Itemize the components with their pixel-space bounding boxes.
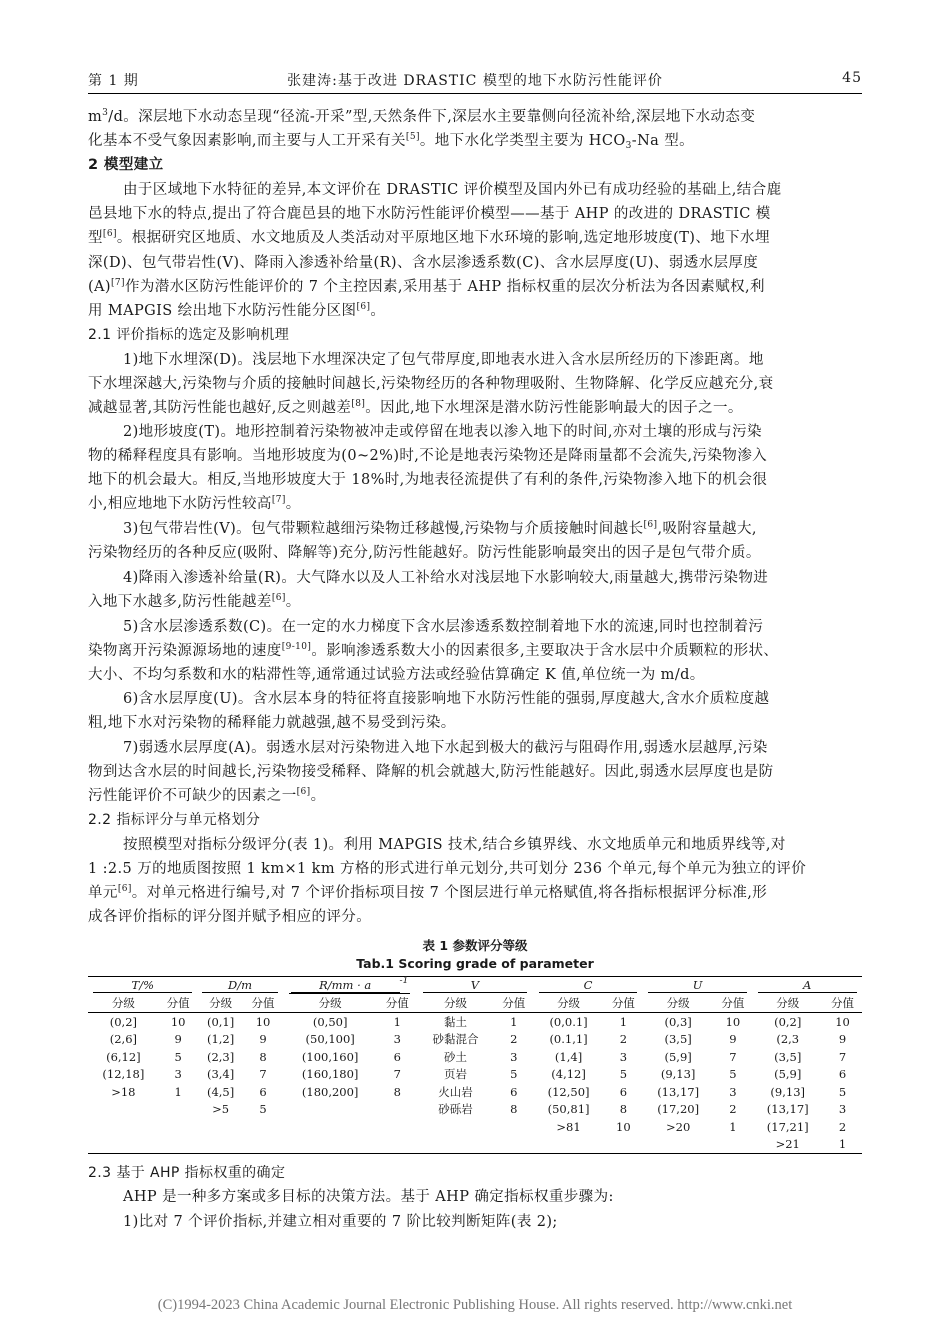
table-row (88, 1031, 862, 1049)
score-cell: 9 (729, 1032, 737, 1047)
paragraph-line: 小,相应地地下水防污性较高[7]。 (88, 495, 301, 512)
paragraph-line: 入地下水越多,防污性能越差[6]。 (88, 593, 301, 610)
paragraph-line: 按照模型对指标分级评分(表 1)。利用 MAPGIS 技术,结合乡镇界线、水文地质单元和地质界线等,对 (123, 837, 786, 853)
score-cell: 3 (510, 1049, 518, 1064)
score-cell (378, 1101, 417, 1119)
score-cell: 2 (510, 1032, 518, 1047)
score-cell: 9 (259, 1032, 267, 1047)
grade-cell: (50,100] (305, 1032, 355, 1047)
grade-cell: 砂黏混合 (432, 1032, 479, 1047)
score-header: 分值 (494, 995, 533, 1013)
running-header (88, 70, 862, 92)
score-cell (604, 1136, 643, 1154)
score-cell: 6 (393, 1049, 401, 1064)
score-cell: 2 (619, 1032, 628, 1047)
score-header: 分值 (604, 995, 643, 1013)
grade-cell: (1,2] (206, 1032, 235, 1047)
table-row (88, 1013, 862, 1031)
grade-header: 分级 (198, 995, 244, 1013)
grade-cell: (0,0.1] (549, 1014, 588, 1029)
score-header: 分值 (823, 995, 862, 1013)
score-cell (494, 1136, 533, 1154)
scoring-table (88, 976, 862, 1154)
score-cell (494, 1118, 533, 1136)
section-heading-2-3: 2.3 基于 AHP 指标权重的确定 (88, 1165, 286, 1181)
paragraph-line: 6)含水层厚度(U)。含水层本身的特征将直接影响地下水防污性能的强弱,厚度越大,含水介质粒度越 (123, 691, 770, 707)
copyright-footer: (C)1994-2023 China Academic Journal Electronic Publishing House. All rights reserved. http://www.cnki.net (157, 1297, 793, 1313)
grade-cell: (13,17] (766, 1102, 809, 1117)
table-row (88, 1101, 862, 1119)
col-group-a: A (752, 977, 862, 995)
score-cell: 1 (510, 1014, 518, 1029)
grade-cell (198, 1118, 244, 1136)
col-group-u: U (643, 977, 753, 995)
grade-cell: (100,160] (301, 1049, 359, 1064)
score-cell: 10 (255, 1014, 271, 1029)
intro-line-1: $m^3/d$。深层地下水动态呈现“径流-开采”型,天然条件下,深层水主要靠侧向径流补给,深层地下水动态变 (88, 108, 756, 125)
grade-cell: (2,3] (206, 1049, 235, 1064)
grade-cell (417, 1136, 495, 1154)
paragraph-line: 污性能评价不可缺少的因素之一[6]。 (88, 787, 326, 804)
paragraph-line: 污染物经历的各种反应(吸附、降解等)充分,防污性能越好。防污性能影响最突出的因子是包气带介质。 (88, 545, 761, 561)
grade-cell: (0,1] (206, 1014, 235, 1029)
grade-cell: >81 (556, 1119, 581, 1134)
table-body (88, 1013, 862, 1154)
grade-cell: (2,3 (776, 1032, 800, 1047)
score-cell: 7 (838, 1049, 847, 1064)
grade-cell (88, 1136, 159, 1154)
section-heading-2-2: 2.2 指标评分与单元格划分 (88, 812, 261, 828)
grade-cell: (0,3] (664, 1014, 692, 1029)
section-heading-2: 2 模型建立 (88, 157, 164, 173)
grade-cell: (9,13] (770, 1084, 806, 1099)
grade-cell: (12,18] (102, 1067, 145, 1082)
score-cell: 3 (729, 1084, 737, 1099)
score-cell: 3 (393, 1032, 401, 1047)
score-cell: 10 (835, 1014, 850, 1029)
paragraph-line: 下水埋深越大,污染物与介质的接触时间越长,污染物经历的各种物理吸附、生物降解、化学反应越充分,衰 (88, 376, 774, 392)
grade-cell: 砂砾岩 (438, 1102, 473, 1117)
issue-number: 第 1 期 (88, 73, 139, 89)
score-header: 分值 (378, 995, 417, 1013)
paragraph-line: 减越显著,其防污性能也越好,反之则越差[8]。因此,地下水埋深是潜水防污性能影响最大的因子之一。 (88, 399, 743, 416)
score-cell: 6 (838, 1067, 847, 1082)
table-row (88, 1048, 862, 1066)
score-cell (159, 1136, 198, 1154)
grade-cell: 砂土 (444, 1049, 468, 1064)
score-cell: 8 (259, 1049, 267, 1064)
grade-cell: (3,5] (774, 1049, 802, 1064)
score-cell: 1 (729, 1119, 737, 1134)
paragraph-line: 用 MAPGIS 绘出地下水防污性能分区图[6]。 (88, 302, 386, 319)
grade-header: 分级 (643, 995, 714, 1013)
score-cell: 6 (259, 1084, 267, 1099)
page-number: 45 (842, 70, 862, 86)
score-cell: 2 (838, 1119, 847, 1134)
grade-header: 分级 (88, 995, 159, 1013)
grade-cell: (6,12] (106, 1049, 141, 1064)
score-cell: 9 (838, 1032, 847, 1047)
score-cell: 1 (174, 1084, 182, 1099)
grade-header: 分级 (752, 995, 823, 1013)
score-cell: 6 (510, 1084, 518, 1099)
grade-cell (282, 1101, 377, 1119)
score-cell: 7 (729, 1049, 737, 1064)
score-header: 分值 (159, 995, 198, 1013)
paragraph-line: 1 :2.5 万的地质图按照 1 km×1 km 方格的形式进行单元划分,共可划分 236 个单元,每个单元为独立的评价 (88, 861, 807, 877)
table-row (88, 1136, 862, 1154)
paragraph-line: 地下的机会最大。相反,当地形坡度大于 18%时,为地表径流提供了有利的条件,污染物渗入地下的机会很 (88, 472, 768, 488)
grade-cell (643, 1136, 714, 1154)
score-cell (244, 1118, 283, 1136)
score-cell: 3 (619, 1049, 628, 1064)
grade-cell: (3,5] (664, 1032, 692, 1047)
score-cell: 10 (616, 1119, 631, 1134)
grade-cell: (0,2] (774, 1014, 802, 1029)
col-group-r: R/mm · a $^{-1}$ (282, 977, 416, 995)
grade-cell: (3,4] (206, 1067, 235, 1082)
paragraph-line: 物的稀释程度具有影响。当地形坡度为(0~2%)时,不论是地表污染物还是降雨量都不会流失,污染物渗入 (88, 448, 768, 464)
grade-cell (88, 1118, 159, 1136)
score-cell (378, 1118, 417, 1136)
grade-cell (533, 1136, 604, 1154)
grade-cell: (2,6] (109, 1032, 137, 1047)
paragraph-line: 2)地形坡度(T)。地形控制着污染物被冲走或停留在地表以渗入地下的时间,亦对土壤的形成与污染 (123, 424, 762, 440)
table-sub-header (88, 995, 862, 1013)
grade-cell: (0.1,1] (549, 1032, 588, 1047)
grade-cell: (5,9] (774, 1067, 802, 1082)
score-cell: 8 (393, 1084, 401, 1099)
paragraph-line: 粗,地下水对污染物的稀释能力就越强,越不易受到污染。 (88, 715, 456, 731)
score-cell: 9 (174, 1032, 182, 1047)
score-cell: 7 (259, 1067, 267, 1082)
grade-cell: (0,2] (109, 1014, 137, 1029)
paragraph-line: (A)[7]作为潜水区防污性能评价的 7 个主控因素,采用基于 AHP 指标权重的层次分析法为各因素赋权,利 (88, 278, 765, 295)
paragraph-line: 型[6]。根据研究区地质、水文地质及人类活动对平原地区地下水环境的影响,选定地形坡度(T)、地下水埋 (88, 229, 770, 246)
grade-cell: (4,12] (551, 1067, 586, 1082)
paragraph-line: 成各评价指标的评分图并赋予相应的评分。 (88, 909, 372, 925)
grade-cell: (1,4] (554, 1049, 583, 1064)
table-row (88, 1118, 862, 1136)
score-cell: 8 (619, 1102, 628, 1117)
grade-cell: (17,21] (766, 1119, 809, 1134)
score-cell (378, 1136, 417, 1154)
col-group-c: C (533, 977, 643, 995)
score-cell: 8 (510, 1102, 518, 1117)
grade-cell: >20 (666, 1119, 691, 1134)
grade-cell: 黏土 (444, 1014, 468, 1029)
col-group-d: D/m (198, 977, 283, 995)
grade-cell (198, 1136, 244, 1154)
score-cell: 5 (619, 1067, 628, 1082)
score-cell: 3 (838, 1102, 847, 1117)
paragraph-line: 1)比对 7 个评价指标,并建立相对重要的 7 阶比较判断矩阵(表 2); (123, 1214, 558, 1230)
paragraph-line: 染物离开污染源源场地的速度[9-10]。影响渗透系数大小的因素很多,主要取决于含水层中介质颗粒的形状、 (88, 642, 779, 659)
table-caption-cn: 表 1 参数评分等级 (422, 938, 528, 953)
grade-cell: >5 (212, 1102, 230, 1117)
grade-cell: (17,20] (657, 1102, 700, 1117)
score-cell (244, 1136, 283, 1154)
col-group-v: V (417, 977, 533, 995)
paragraph-line: 单元[6]。对单元格进行编号,对 7 个评价指标项目按 7 个图层进行单元格赋值,将各指标根据评分标准,形 (88, 884, 768, 901)
grade-cell: (50,81] (547, 1102, 590, 1117)
score-cell: 7 (393, 1067, 401, 1082)
score-header: 分值 (244, 995, 283, 1013)
score-cell: 1 (393, 1014, 401, 1029)
section-heading-2-1: 2.1 评价指标的选定及影响机理 (88, 327, 290, 343)
grade-cell: (5,9] (664, 1049, 692, 1064)
score-cell: 10 (725, 1014, 741, 1029)
grade-cell (417, 1118, 495, 1136)
grade-header: 分级 (533, 995, 604, 1013)
score-cell: 6 (619, 1084, 628, 1099)
paragraph-line: 深(D)、包气带岩性(V)、降雨入渗透补给量(R)、含水层渗透系数(C)、含水层厚度(U)、弱透水层厚度 (88, 255, 759, 271)
score-cell: 1 (619, 1014, 628, 1029)
score-cell (714, 1136, 753, 1154)
score-header: 分值 (714, 995, 753, 1013)
paragraph-line: 3)包气带岩性(V)。包气带颗粒越细污染物迁移越慢,污染物与介质接触时间越长[6],吸附容量越大, (123, 520, 757, 537)
table-group-header (88, 977, 862, 995)
paragraph-line: 邑县地下水的特点,提出了符合鹿邑县的地下水防污性能评价模型——基于 AHP 的改进的 DRASTIC 模 (88, 206, 771, 222)
score-cell: 5 (729, 1067, 737, 1082)
grade-cell (88, 1101, 159, 1119)
grade-cell: (12,50] (547, 1084, 590, 1099)
running-title: 张建涛:基于改进 DRASTIC 模型的地下水防污性能评价 (287, 73, 663, 89)
grade-cell: (4,5] (206, 1084, 235, 1099)
grade-cell: >18 (111, 1084, 136, 1099)
paragraph-line: 物到达含水层的时间越长,污染物接受稀释、降解的机会就越大,防污性能越好。因此,弱透水层厚度也是防 (88, 764, 774, 780)
grade-cell (282, 1136, 377, 1154)
grade-cell: (160,180] (301, 1067, 359, 1082)
paragraph-line: 由于区域地下水特征的差异,本文评价在 DRASTIC 评价模型及国内外已有成功经验的基础上,结合鹿 (123, 182, 782, 198)
score-cell: 5 (838, 1084, 847, 1099)
grade-cell (282, 1118, 377, 1136)
grade-cell: >21 (752, 1136, 823, 1154)
score-cell: 10 (170, 1014, 186, 1029)
score-cell (159, 1101, 198, 1119)
table-caption-en: Tab.1 Scoring grade of parameter (356, 956, 594, 971)
grade-cell: (13,17] (657, 1084, 700, 1099)
paragraph-line: 4)降雨入渗透补给量(R)。大气降水以及人工补给水对浅层地下水影响较大,雨量越大,携带污染物进 (123, 570, 769, 586)
paragraph-line: AHP 是一种多方案或多目标的决策方法。基于 AHP 确定指标权重步骤为: (123, 1189, 614, 1205)
col-group-t: T/% (88, 977, 198, 995)
header-rule (88, 93, 862, 94)
grade-cell: (180,200] (301, 1084, 359, 1099)
score-cell: 3 (174, 1067, 182, 1082)
score-cell: 5 (259, 1102, 267, 1117)
score-cell: 5 (174, 1049, 182, 1064)
score-cell: 2 (729, 1102, 737, 1117)
grade-cell: 火山岩 (438, 1084, 473, 1099)
score-cell (159, 1118, 198, 1136)
score-cell: 5 (510, 1067, 518, 1082)
score-cell: 1 (823, 1136, 862, 1154)
paragraph-line: 7)弱透水层厚度(A)。弱透水层对污染物进入地下水起到极大的截污与阻碍作用,弱透水层越厚,污染 (123, 740, 768, 756)
intro-line-2: 化基本不受气象因素影响,而主要与人工开采有关[5]。地下水化学类型主要为 $HCO_3-Na$ 型。 (88, 132, 695, 151)
paragraph-line: 1)地下水埋深(D)。浅层地下水埋深决定了包气带厚度,即地表水进入含水层所经历的下渗距离。地 (123, 352, 764, 368)
table-row (88, 1066, 862, 1084)
grade-cell: (0,50] (312, 1014, 348, 1029)
table-row (88, 1083, 862, 1101)
grade-cell: (9,13] (660, 1067, 696, 1082)
grade-cell: 页岩 (444, 1067, 468, 1082)
grade-header: 分级 (417, 995, 495, 1013)
paragraph-line: 5)含水层渗透系数(C)。在一定的水力梯度下含水层渗透系数控制着地下水的流速,同时也控制着污 (123, 619, 764, 635)
paragraph-line: 大小、不均匀系数和水的粘滞性等,通常通过试验方法或经验估算确定 K 值,单位统一为 m/d。 (88, 667, 705, 683)
grade-header: 分级 (282, 995, 377, 1013)
